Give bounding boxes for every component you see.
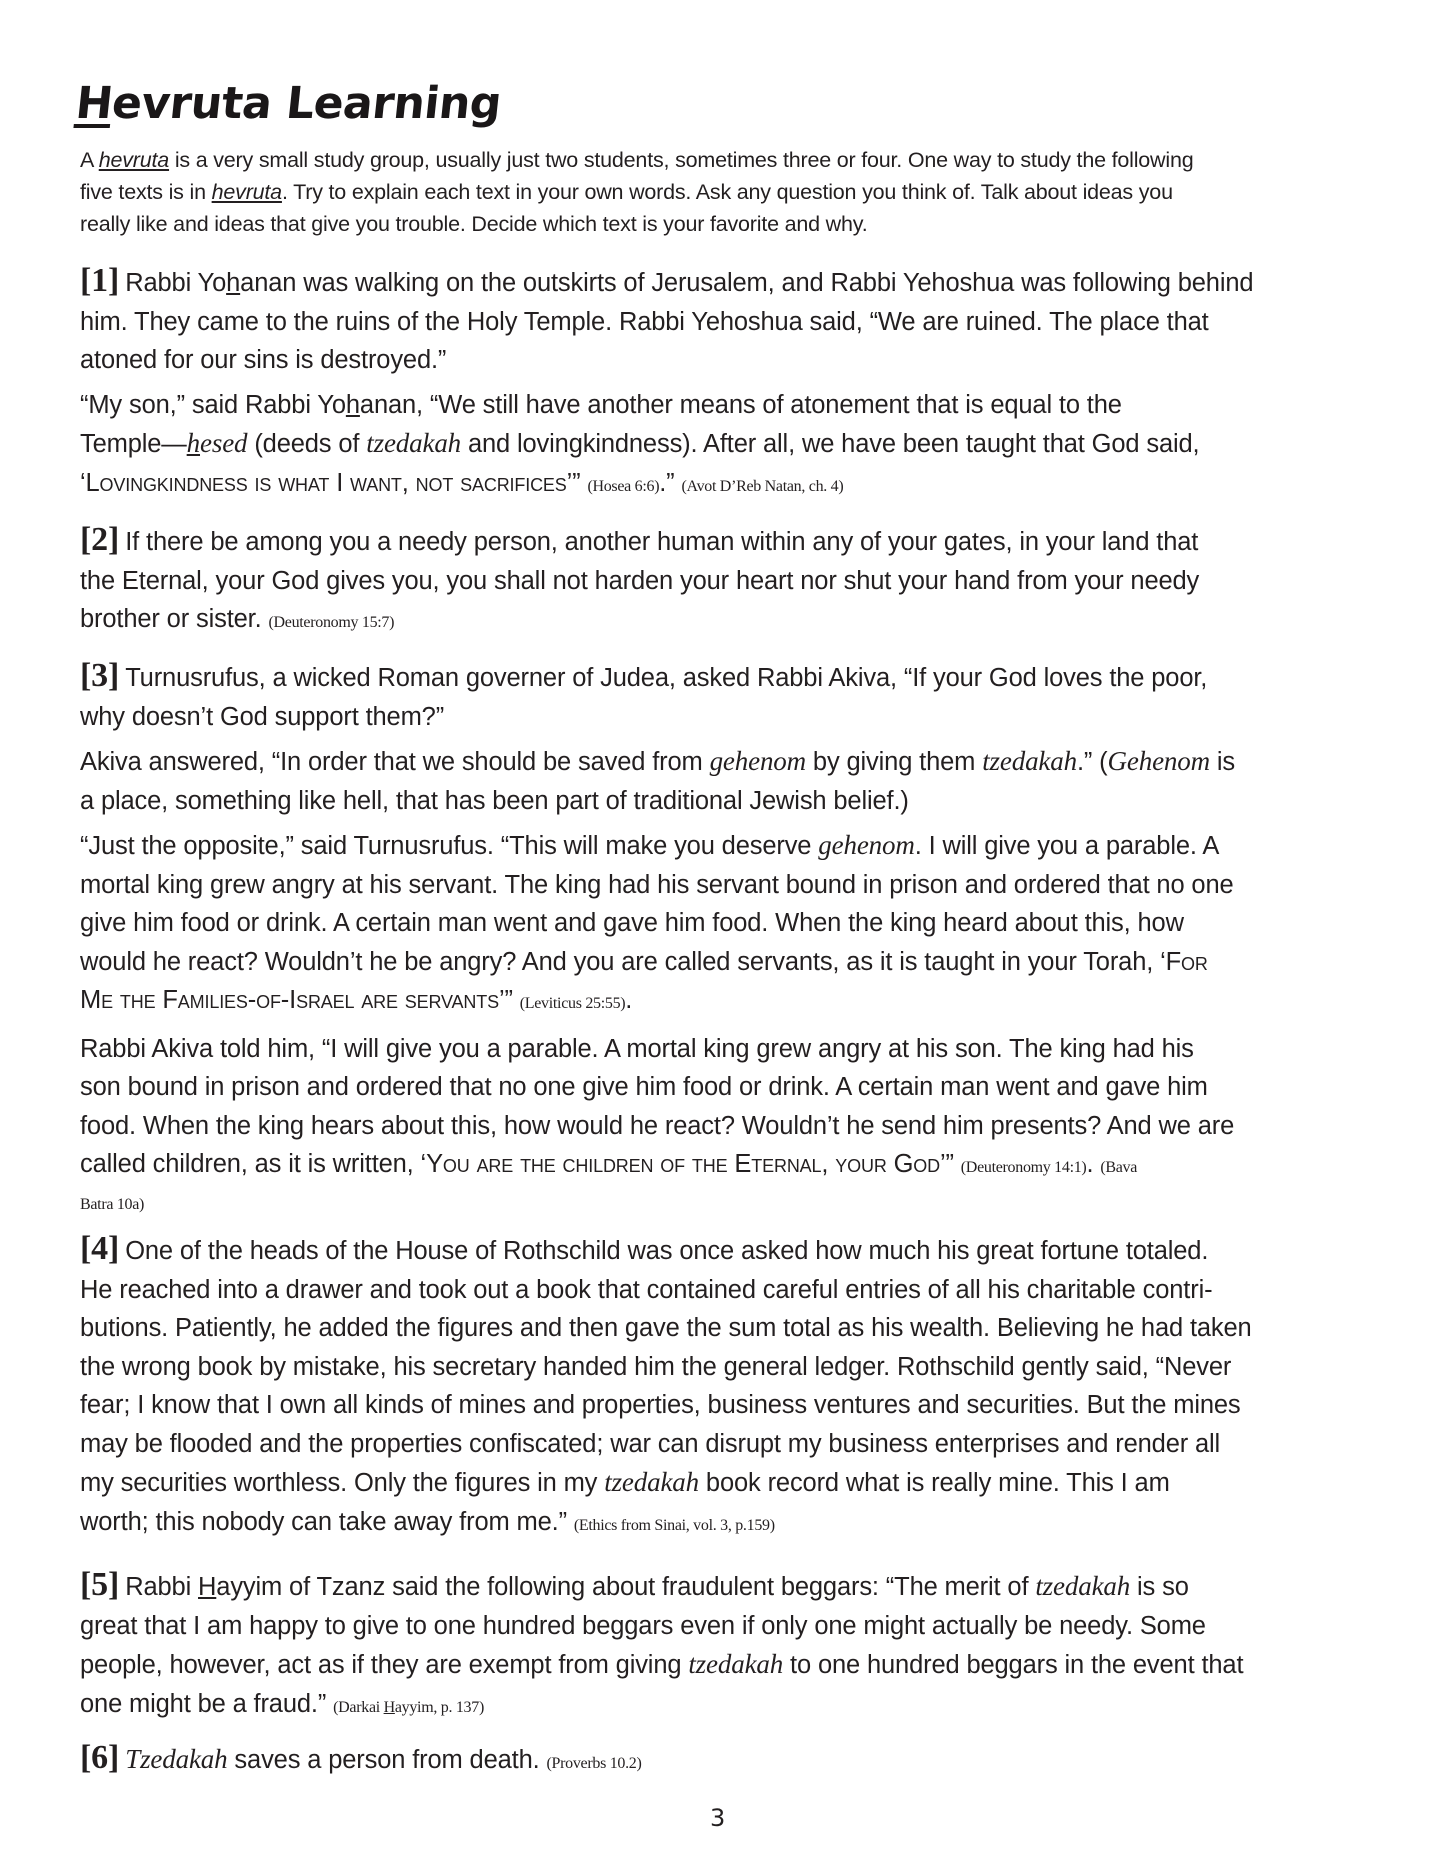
text-section-5 [80, 1566, 1380, 1727]
term-tzedakah: tzedakah [688, 1649, 784, 1679]
section-line: may be flooded and the properties confiscated; war can disrupt my business enterprises and render all [80, 1429, 1221, 1458]
text: Rabbi [125, 1573, 199, 1601]
text: A [80, 148, 99, 172]
section-line: son bound in prison and ordered that no one give him food or drink. A certain man went and gave him [80, 1073, 1208, 1101]
text: called children, as it is written, ‘ [80, 1150, 427, 1178]
term-tzedakah: tzedakah [366, 428, 462, 458]
scripture-quote: For [1165, 947, 1208, 976]
scripture-quote: Me the Families-of-Israel are servants’” [80, 986, 513, 1014]
text: Rabbi Yo [125, 269, 227, 297]
intro-paragraph [80, 144, 1370, 240]
text: by giving them [806, 748, 983, 776]
term-hevruta: hevruta [98, 148, 170, 172]
text: If there be among you a needy person, another human within any of your gates, in your land that [125, 528, 1199, 556]
section-line [80, 943, 1380, 982]
text: saves a person from death. [227, 1746, 540, 1774]
section-line [80, 1188, 1380, 1218]
text: “Just the opposite,” said Turnusrufus. “This will make you deserve [80, 832, 819, 860]
section-line [80, 657, 1380, 698]
text: is a very small study group, usually just two students, sometimes three or four. One way to study the following [169, 148, 1194, 172]
section-line [80, 1503, 1380, 1546]
text: Akiva answered, “In order that we should be saved from [80, 748, 710, 776]
text: H [383, 1698, 395, 1716]
text: five texts is in [80, 180, 212, 204]
text: one might be a fraud.” [80, 1689, 327, 1718]
text: h [226, 269, 241, 297]
text-section-2 [80, 521, 1380, 643]
text: (deeds of [247, 430, 367, 458]
term-tzedakah: tzedakah [604, 1467, 699, 1497]
text: . [625, 986, 633, 1014]
section-line [80, 464, 1380, 507]
text: to one hundred beggars in the event that [783, 1651, 1244, 1679]
text: is so [1130, 1573, 1189, 1601]
section-line: the Eternal, your God gives you, you shall not harden your heart nor shut your hand from your needy [80, 566, 1200, 595]
text: worth; this nobody can take away from me.” [80, 1507, 567, 1536]
section-line: He reached into a drawer and took out a book that contained careful entries of all his charitable contri- [80, 1275, 1213, 1304]
section-line [80, 981, 1380, 1024]
text: people, however, act as if they are exempt from giving [80, 1651, 689, 1679]
term-tzedakah: Tzedakah [125, 1744, 228, 1774]
text-section-1 [80, 262, 1380, 506]
section-line: why doesn’t God support them?” [80, 702, 445, 731]
term-gehenom: Gehenom [1107, 746, 1210, 776]
text: .” ( [1076, 748, 1108, 776]
citation: (Hosea 6:6) [587, 477, 660, 495]
text: h [345, 390, 360, 419]
citation: (Deuteronomy 15:7) [268, 614, 395, 631]
section-number: [1] [80, 262, 120, 299]
text-section-3 [80, 657, 1380, 1218]
section-line: atoned for our sins is destroyed.” [80, 346, 447, 374]
page-number: 3 [710, 1804, 726, 1832]
citation: (Deuteronomy 14:1) [960, 1159, 1087, 1176]
section-line: great that I am happy to give to one hundred beggars even if only one might actually be needy. Some [80, 1611, 1206, 1640]
text: anan, “We still have another means of atonement that is equal to the [359, 390, 1122, 419]
section-line [80, 1645, 1380, 1685]
text: anan was walking on the outskirts of Jerusalem, and Rabbi Yehoshua was following behind [240, 269, 1254, 297]
section-line [80, 1566, 1380, 1607]
section-line [80, 826, 1380, 866]
term-tzedakah: tzedakah [982, 746, 1077, 776]
text: . Try to explain each text in your own words. Ask any question you think of. Talk about ideas you [281, 180, 1173, 204]
section-number: [6] [80, 1739, 120, 1776]
section-line [80, 1230, 1380, 1271]
text: . [1086, 1150, 1094, 1178]
text: ayyim, p. 137) [394, 1698, 484, 1716]
term-hesed: esed [200, 428, 248, 458]
section-line [80, 1685, 1380, 1728]
text: . I will give you a parable. A [914, 832, 1220, 860]
text-section-6 [80, 1739, 1380, 1784]
section-line [80, 1739, 1380, 1784]
term-hevruta: hevruta [211, 180, 282, 204]
section-line [80, 1463, 1380, 1503]
scripture-quote: ‘Lovingkindness is what I want, not sacrifices’” [80, 468, 581, 497]
citation [333, 1699, 484, 1716]
term-gehenom: gehenom [818, 830, 915, 860]
text: H [198, 1573, 217, 1601]
section-line: a place, something like hell, that has been part of traditional Jewish belief.) [80, 786, 909, 815]
text: “My son,” said Rabbi Yo [80, 390, 346, 419]
section-line: give him food or drink. A certain man went and gave him food. When the king heard about this, how [80, 909, 1184, 937]
term-gehenom: gehenom [709, 746, 806, 776]
term: h [186, 428, 201, 458]
citation: (Avot D’Reb Natan, ch. 4) [681, 477, 844, 495]
section-line: Rabbi Akiva told him, “I will give you a parable. A mortal king grew angry at his son. The king had his [80, 1034, 1194, 1063]
section-line [80, 600, 1380, 643]
citation: (Ethics from Sinai, vol. 3, p.159) [573, 1516, 775, 1534]
intro-line [80, 176, 1370, 208]
page-title [73, 78, 503, 129]
section-line: the wrong book by mistake, his secretary handed him the general ledger. Rothschild gently said, “Never [80, 1352, 1232, 1381]
text: and lovingkindness). After all, we have been taught that God said, [461, 430, 1200, 458]
text: ayyim of Tzanz said the following about fraudulent beggars: “The merit of [216, 1573, 1036, 1601]
scripture-quote: You are the children of the Eternal, your God [426, 1150, 940, 1178]
section-line [80, 262, 1380, 303]
text: (Darkai [333, 1698, 384, 1716]
text: ’” [939, 1150, 954, 1178]
text: Turnusrufus, a wicked Roman governer of Judea, asked Rabbi Akiva, “If your God loves the poor, [125, 664, 1208, 692]
citation: (Proverbs 10.2) [546, 1755, 642, 1772]
title-rest: evruta Learning [109, 78, 504, 129]
section-line [80, 424, 1380, 464]
section-line: him. They came to the ruins of the Holy Temple. Rabbi Yehoshua said, “We are ruined. The place that [80, 307, 1209, 336]
section-line: butions. Patiently, he added the figures and then gave the sum total as his wealth. Believing he had taken [80, 1314, 1252, 1342]
citation: Batra 10a) [80, 1195, 145, 1213]
section-line: mortal king grew angry at his servant. The king had his servant bound in prison and ordered that no one [80, 870, 1234, 899]
section-line [80, 1145, 1380, 1188]
section-number: [2] [80, 521, 120, 558]
title-underlined-initial: H [73, 78, 116, 129]
section-line [80, 386, 1380, 425]
section-number: [3] [80, 657, 120, 694]
section-line [80, 521, 1380, 562]
text: Temple— [80, 430, 187, 458]
section-number: [5] [80, 1566, 120, 1603]
text: my securities worthless. Only the figures in my [80, 1469, 605, 1497]
citation: (Bava [1100, 1159, 1138, 1176]
text: book record what is really mine. This I am [699, 1469, 1170, 1497]
text: brother or sister. [80, 605, 262, 633]
text: would he react? Wouldn’t he be angry? And you are called servants, as it is taught in your Torah, ‘ [80, 947, 1166, 976]
citation: (Leviticus 25:55) [519, 995, 626, 1012]
intro-line [80, 144, 1370, 176]
text: is [1209, 748, 1236, 776]
text: .” [659, 468, 675, 497]
section-line: fear; I know that I own all kinds of mines and properties, business ventures and securities. But the mines [80, 1391, 1241, 1419]
section-number: [4] [80, 1230, 120, 1267]
section-line: food. When the king hears about this, how would he react? Wouldn’t he send him presents? And we are [80, 1111, 1235, 1140]
term-tzedakah: tzedakah [1035, 1571, 1131, 1601]
section-line [80, 742, 1380, 782]
text-section-4 [80, 1230, 1380, 1545]
text: One of the heads of the House of Rothschild was once asked how much his great fortune totaled. [125, 1237, 1209, 1265]
intro-line: really like and ideas that give you trouble. Decide which text is your favorite and why. [80, 212, 868, 236]
